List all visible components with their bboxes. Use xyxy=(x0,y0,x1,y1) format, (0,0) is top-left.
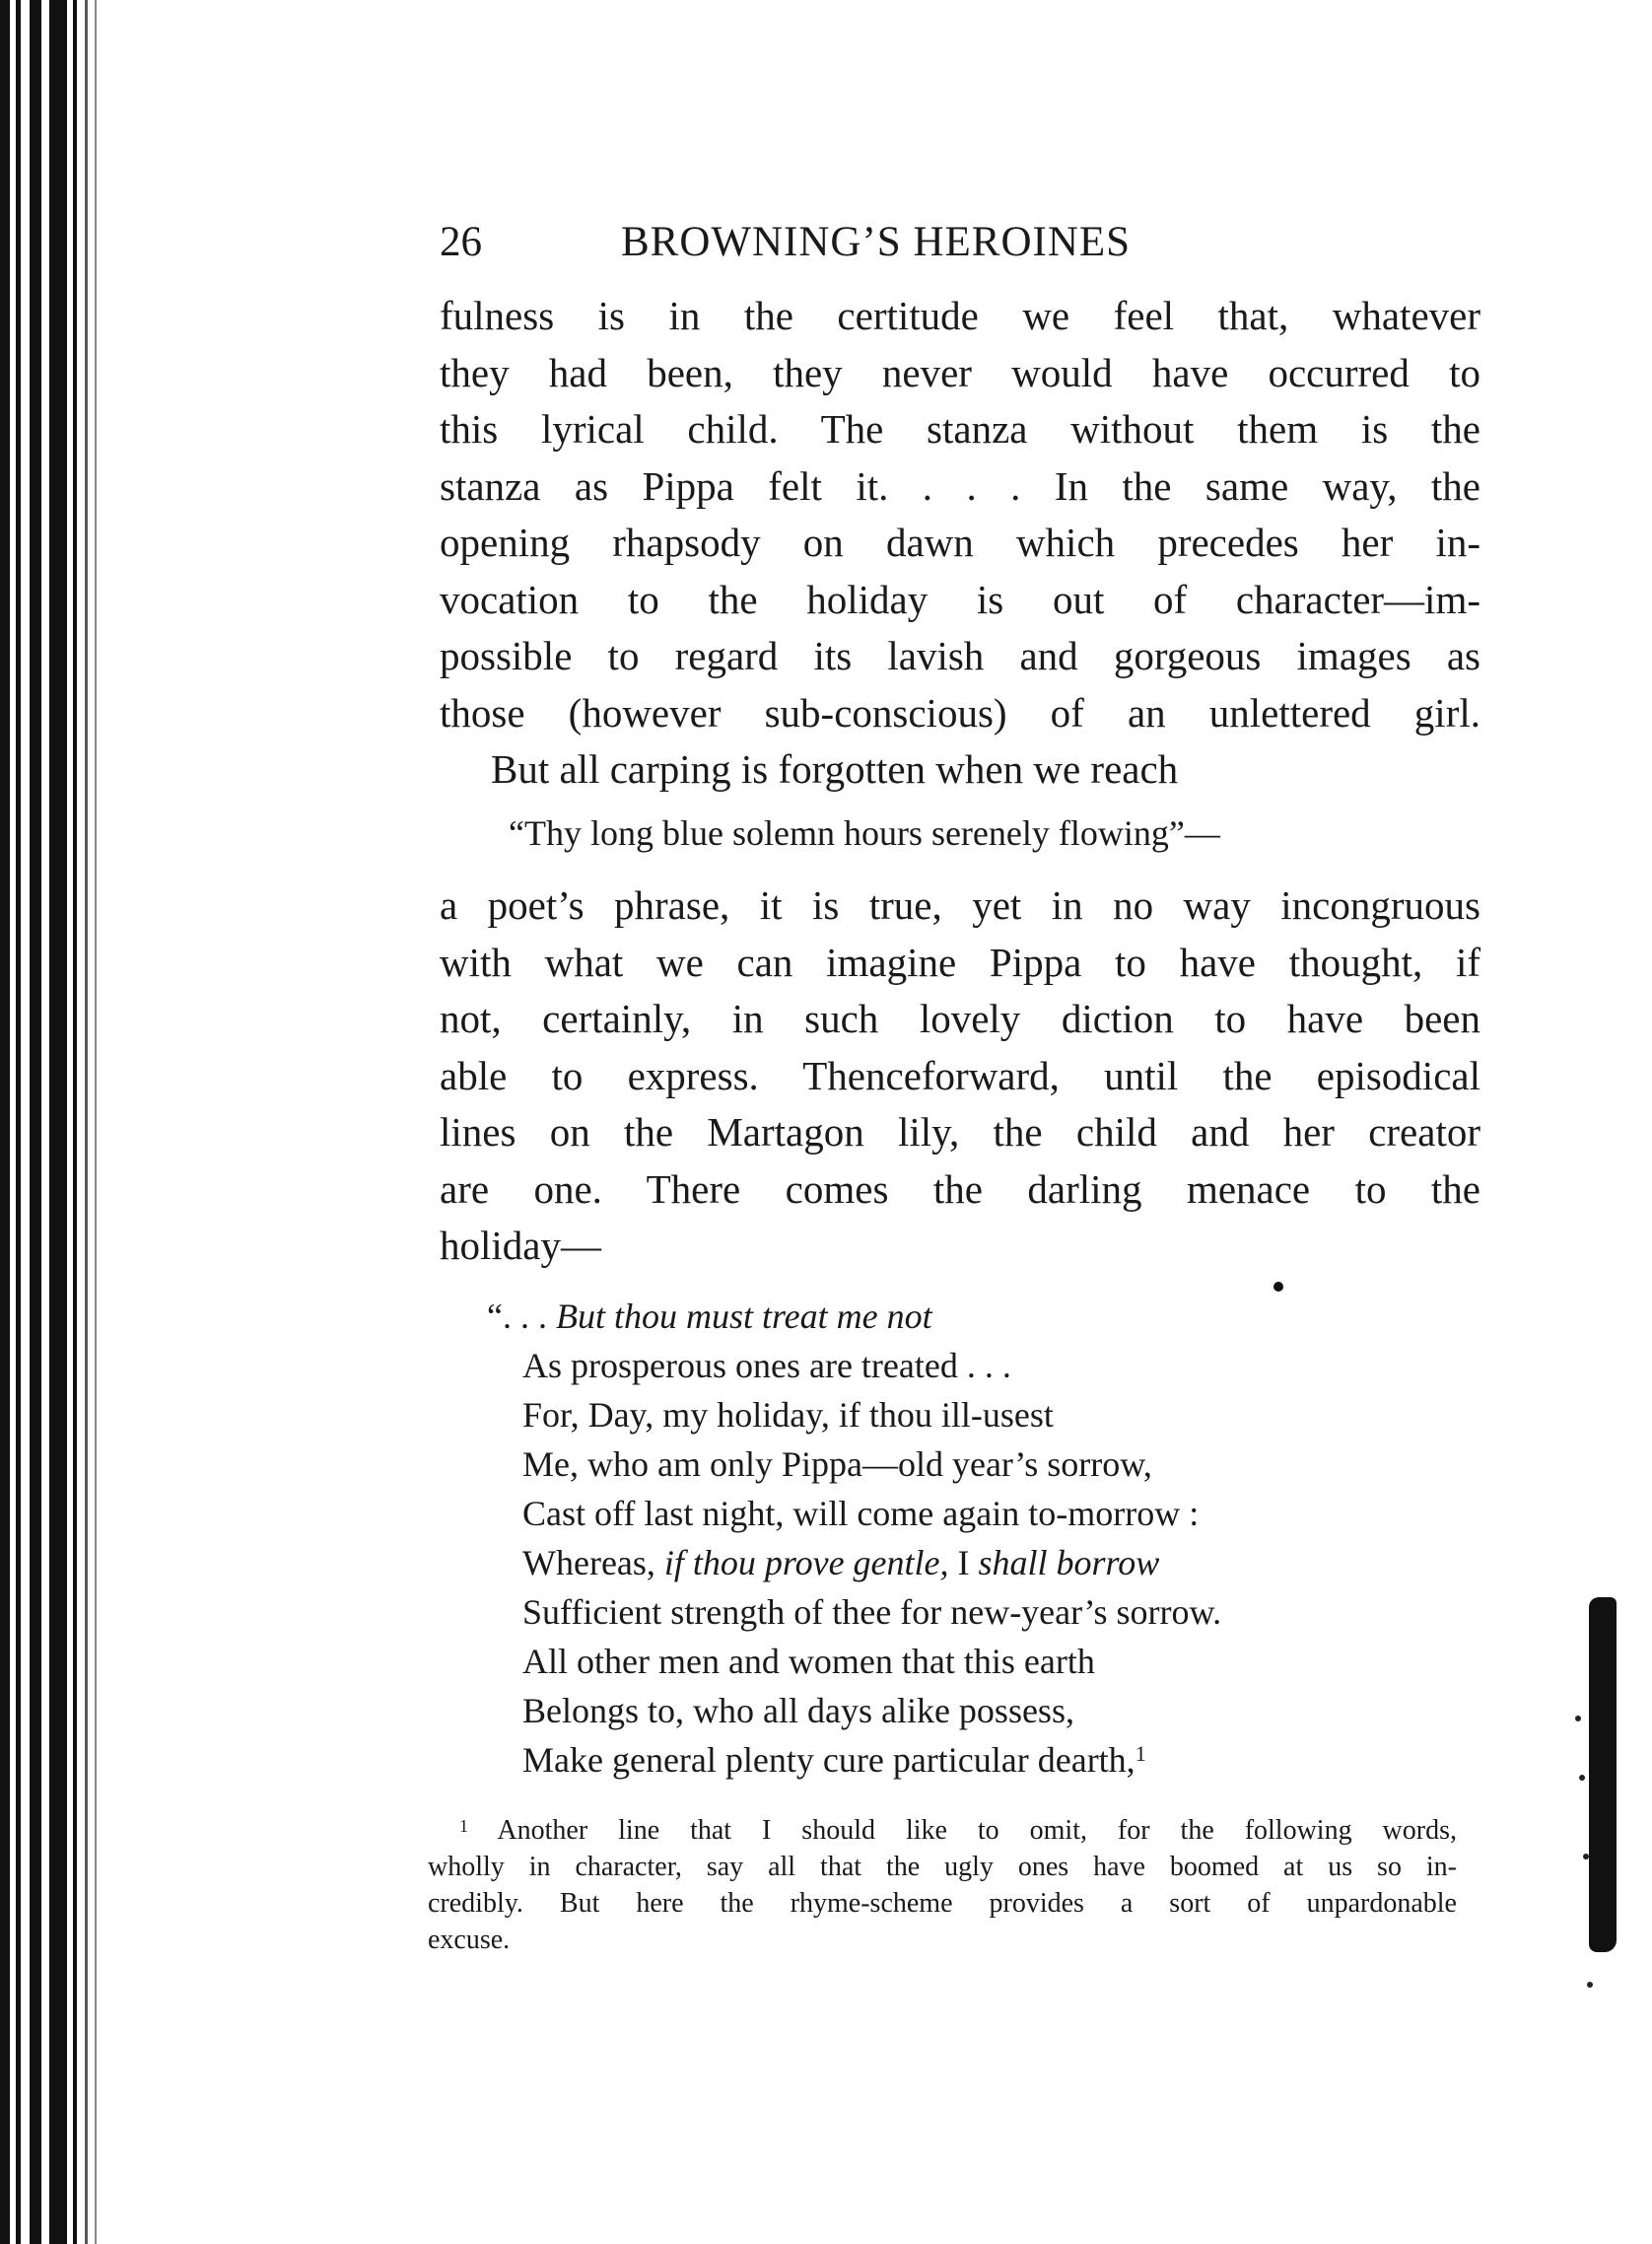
text-line: are one. There comes the darling menace to the xyxy=(440,1165,1480,1212)
text-line: vocation to the holiday is out of character—im- xyxy=(440,576,1480,622)
verse-block xyxy=(487,1292,1453,1785)
text-line: they had been, they never would have occurred to xyxy=(440,349,1480,395)
footnote-line: excuse. xyxy=(428,1925,511,1955)
verse-line: Sufficient strength of thee for new-year’s sorrow. xyxy=(522,1592,1222,1632)
text-line: fulness is in the certitude we feel that, whatever xyxy=(440,293,1480,338)
footnote-reference[interactable]: 1 xyxy=(1135,1741,1146,1766)
verse-line: All other men and women that this earth xyxy=(522,1642,1095,1681)
verse-line: Belongs to, who all days alike possess, xyxy=(522,1691,1074,1730)
text-line: possible to regard its lavish and gorgeous images as xyxy=(440,633,1480,678)
footnote-text: Another line that I should like to omit, for the following words, xyxy=(497,1815,1457,1846)
footnote-line xyxy=(428,1812,1457,1849)
verse-text: I xyxy=(948,1543,979,1582)
text-line: opening rhapsody on dawn which precedes her in- xyxy=(440,520,1480,565)
page-number: 26 xyxy=(440,219,482,265)
quotation-line: “Thy long blue solemn hours serenely flowing”— xyxy=(509,813,1220,853)
verse-line: Me, who am only Pippa—old year’s sorrow, xyxy=(522,1444,1152,1484)
running-title: BROWNING’S HEROINES xyxy=(621,219,1132,265)
text-line: able to express. Thenceforward, until the episodical xyxy=(440,1052,1480,1098)
verse-line: For, Day, my holiday, if thou ill-usest xyxy=(522,1395,1054,1435)
footnote xyxy=(428,1812,1457,1958)
verse-line: As prosperous ones are treated . . . xyxy=(522,1346,1011,1385)
ink-speck xyxy=(1579,1775,1585,1781)
verse-line xyxy=(487,1538,1453,1587)
binding-edge xyxy=(0,0,108,2244)
footnote-line: credibly. But here the rhyme-scheme provides a sort of unpardonable xyxy=(428,1888,1457,1919)
verse-text: Make general plenty cure particular dearth, xyxy=(522,1740,1136,1780)
paragraph-1 xyxy=(440,288,1480,799)
verse-line xyxy=(487,1735,1453,1785)
ink-speck xyxy=(1273,1282,1283,1292)
text-line: not, certainly, in such lovely diction to have been xyxy=(440,996,1480,1041)
verse-italic: if thou prove gentle, xyxy=(663,1543,949,1582)
text-line: a poet’s phrase, it is true, yet in no way incongruous xyxy=(440,882,1480,928)
footnote-line: wholly in character, say all that the ugly ones have boomed at us so in- xyxy=(428,1852,1457,1882)
text-line: stanza as Pippa felt it. . . . In the same way, the xyxy=(440,462,1480,509)
paragraph-3 xyxy=(440,877,1480,1275)
verse-text: Whereas, xyxy=(522,1543,664,1582)
text-line: holiday— xyxy=(440,1223,601,1268)
text-line: But all carping is forgotten when we reach xyxy=(491,746,1179,792)
ink-speck xyxy=(1575,1716,1581,1721)
verse-quote-mark: “ xyxy=(487,1297,503,1336)
text-line: lines on the Martagon lily, the child and her creator xyxy=(440,1109,1480,1155)
ink-speck xyxy=(1583,1854,1589,1859)
verse-line: Cast off last night, will come again to-morrow : xyxy=(522,1494,1200,1533)
running-head xyxy=(440,213,1480,272)
text-line: this lyrical child. The stanza without them is the xyxy=(440,406,1480,452)
verse-italic: But thou must treat me not xyxy=(555,1297,932,1336)
text-line: those (however sub-conscious) of an unlettered girl. xyxy=(440,689,1480,736)
ink-blot xyxy=(1589,1597,1617,1952)
footnote-marker: 1 xyxy=(459,1816,468,1836)
ink-speck xyxy=(1587,1982,1593,1988)
quotation xyxy=(509,808,1494,858)
verse-dots: . . . xyxy=(502,1297,556,1336)
text-line: with what we can imagine Pippa to have thought, if xyxy=(440,939,1480,985)
verse-italic: shall borrow xyxy=(978,1543,1160,1582)
verse-line xyxy=(487,1292,1453,1341)
